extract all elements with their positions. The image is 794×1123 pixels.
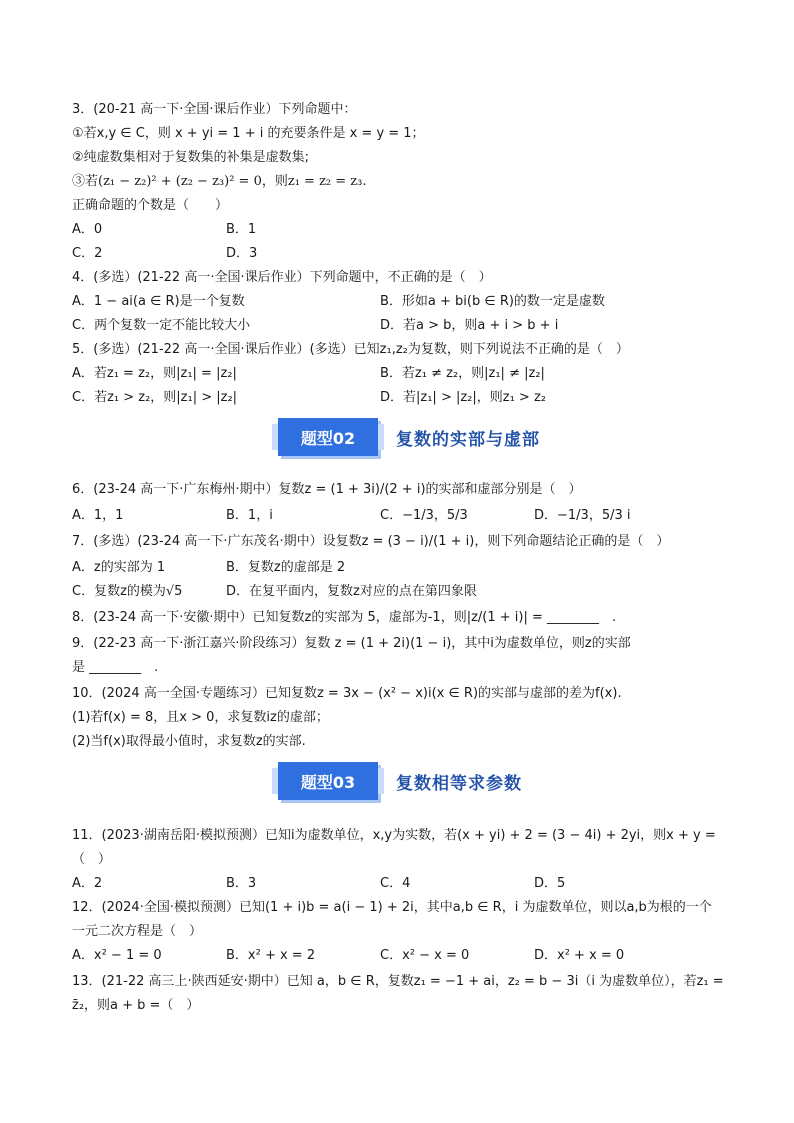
q7-option-b: B．复数z的虚部是 2 (226, 560, 346, 575)
q11-option-a: A．2 (72, 876, 103, 891)
q13-line2: z̄₂，则a + b =（ ） (72, 998, 200, 1013)
q4-option-c: C．两个复数一定不能比较大小 (72, 318, 251, 333)
q4-option-b: B．形如a + bi(b ∈ R)的数一定是虚数 (380, 294, 605, 309)
q12-line2: 一元二次方程是（ ） (72, 924, 203, 939)
q7-option-c: C．复数z的模为√5 (72, 584, 183, 599)
q11-line2: （ ） (72, 852, 112, 867)
section-badge-03: 题型03 (278, 762, 378, 800)
q12-option-d: D．x² + x = 0 (534, 948, 625, 963)
q6-stem: 6．(23-24 高一下·广东梅州·期中）复数z = (1 + 3i)/(2 + i)的实部和虚部分别是（ ） (72, 482, 582, 497)
q7-stem: 7．(多选）(23-24 高一下·广东茂名·期中）设复数z = (3 − i)/(1 + i)，则下列命题结论正确的是（ ） (72, 534, 670, 549)
q11-option-b: B．3 (226, 876, 257, 891)
q3-option-b: B．1 (226, 222, 257, 237)
section-title-03: 复数相等求参数 (396, 773, 522, 794)
q10-part2: (2)当f(x)取得最小值时，求复数z的实部. (72, 734, 306, 749)
q8-stem: 8．(23-24 高一下·安徽·期中）已知复数z的实部为 5，虚部为-1，则|z/(1 + i)| = ________ . (72, 610, 617, 625)
q11-line1: 11．(2023·湖南岳阳·模拟预测）已知i为虚数单位，x,y为实数，若(x + yi) + 2 = (3 − 4i) + 2yi，则x + y = (72, 828, 716, 843)
section-banner-03 (278, 762, 522, 800)
q3-item2: ②纯虚数集相对于复数集的补集是虚数集; (72, 150, 310, 165)
q9-line1: 9．(22-23 高一下·浙江嘉兴·阶段练习）复数 z = (1 + 2i)(1 − i)，其中i为虚数单位，则z的实部 (72, 636, 631, 651)
q12-line1: 12．(2024·全国·模拟预测）已知(1 + i)b = a(i − 1) + 2i，其中a,b ∈ R，i 为虚数单位，则以a,b为根的一个 (72, 900, 712, 915)
q12-option-a: A．x² − 1 = 0 (72, 948, 162, 963)
q5-option-c: C．若z₁ > z₂，则|z₁| > |z₂| (72, 390, 238, 405)
q6-option-b: B．1，i (226, 508, 273, 523)
q3-item1: ①若x,y ∈ C，则 x + yi = 1 + i 的充要条件是 x = y = 1； (72, 126, 425, 141)
q3-option-c: C．2 (72, 246, 103, 261)
q6-option-c: C．−1/3，5/3 (380, 508, 468, 523)
q3-stem: 3．(20-21 高一下·全国·课后作业）下列命题中： (72, 102, 357, 117)
q5-option-a: A．若z₁ = z₂，则|z₁| = |z₂| (72, 366, 237, 381)
q5-option-d: D．若|z₁| > |z₂|，则z₁ > z₂ (380, 390, 546, 405)
q4-stem: 4．(多选）(21-22 高一·全国·课后作业）下列命题中，不正确的是（ ） (72, 270, 492, 285)
q4-option-a: A．1 − ai(a ∈ R)是一个复数 (72, 294, 245, 309)
q11-option-c: C．4 (380, 876, 411, 891)
q4-option-d: D．若a > b，则a + i > b + i (380, 318, 559, 333)
q3-item3: ③若(z₁ − z₂)² + (z₂ − z₃)² = 0，则z₁ = z₂ = z₃. (72, 174, 367, 189)
q10-part1: (1)若f(x) = 8，且x > 0，求复数iz的虚部； (72, 710, 329, 725)
q9-line2: 是 ________ . (72, 660, 159, 675)
q11-option-d: D．5 (534, 876, 566, 891)
q10-stem: 10．(2024 高一全国·专题练习）已知复数z = 3x − (x² − x)i(x ∈ R)的实部与虚部的差为f(x). (72, 686, 622, 701)
section-banner-02 (278, 418, 540, 456)
q3-option-d: D．3 (226, 246, 258, 261)
q5-option-b: B．若z₁ ≠ z₂，则|z₁| ≠ |z₂| (380, 366, 545, 381)
section-title-02: 复数的实部与虚部 (396, 429, 540, 450)
q3-option-a: A．0 (72, 222, 103, 237)
q6-option-d: D．−1/3，5/3 i (534, 508, 631, 523)
section-badge-02: 题型02 (278, 418, 378, 456)
q5-stem: 5．(多选）(21-22 高一·全国·课后作业）(多选）已知z₁,z₂为复数，则下列说法不正确的是（ ） (72, 342, 629, 357)
q7-option-a: A．z的实部为 1 (72, 560, 166, 575)
q7-option-d: D．在复平面内，复数z对应的点在第四象限 (226, 584, 477, 599)
q3-ask: 正确命题的个数是（ ） (72, 198, 229, 213)
q6-option-a: A．1，1 (72, 508, 124, 523)
q12-option-b: B．x² + x = 2 (226, 948, 316, 963)
q13-line1: 13．(21-22 高三上·陕西延安·期中）已知 a，b ∈ R，复数z₁ = −1 + ai，z₂ = b − 3i（i 为虚数单位），若z₁ = (72, 974, 724, 989)
q12-option-c: C．x² − x = 0 (380, 948, 470, 963)
